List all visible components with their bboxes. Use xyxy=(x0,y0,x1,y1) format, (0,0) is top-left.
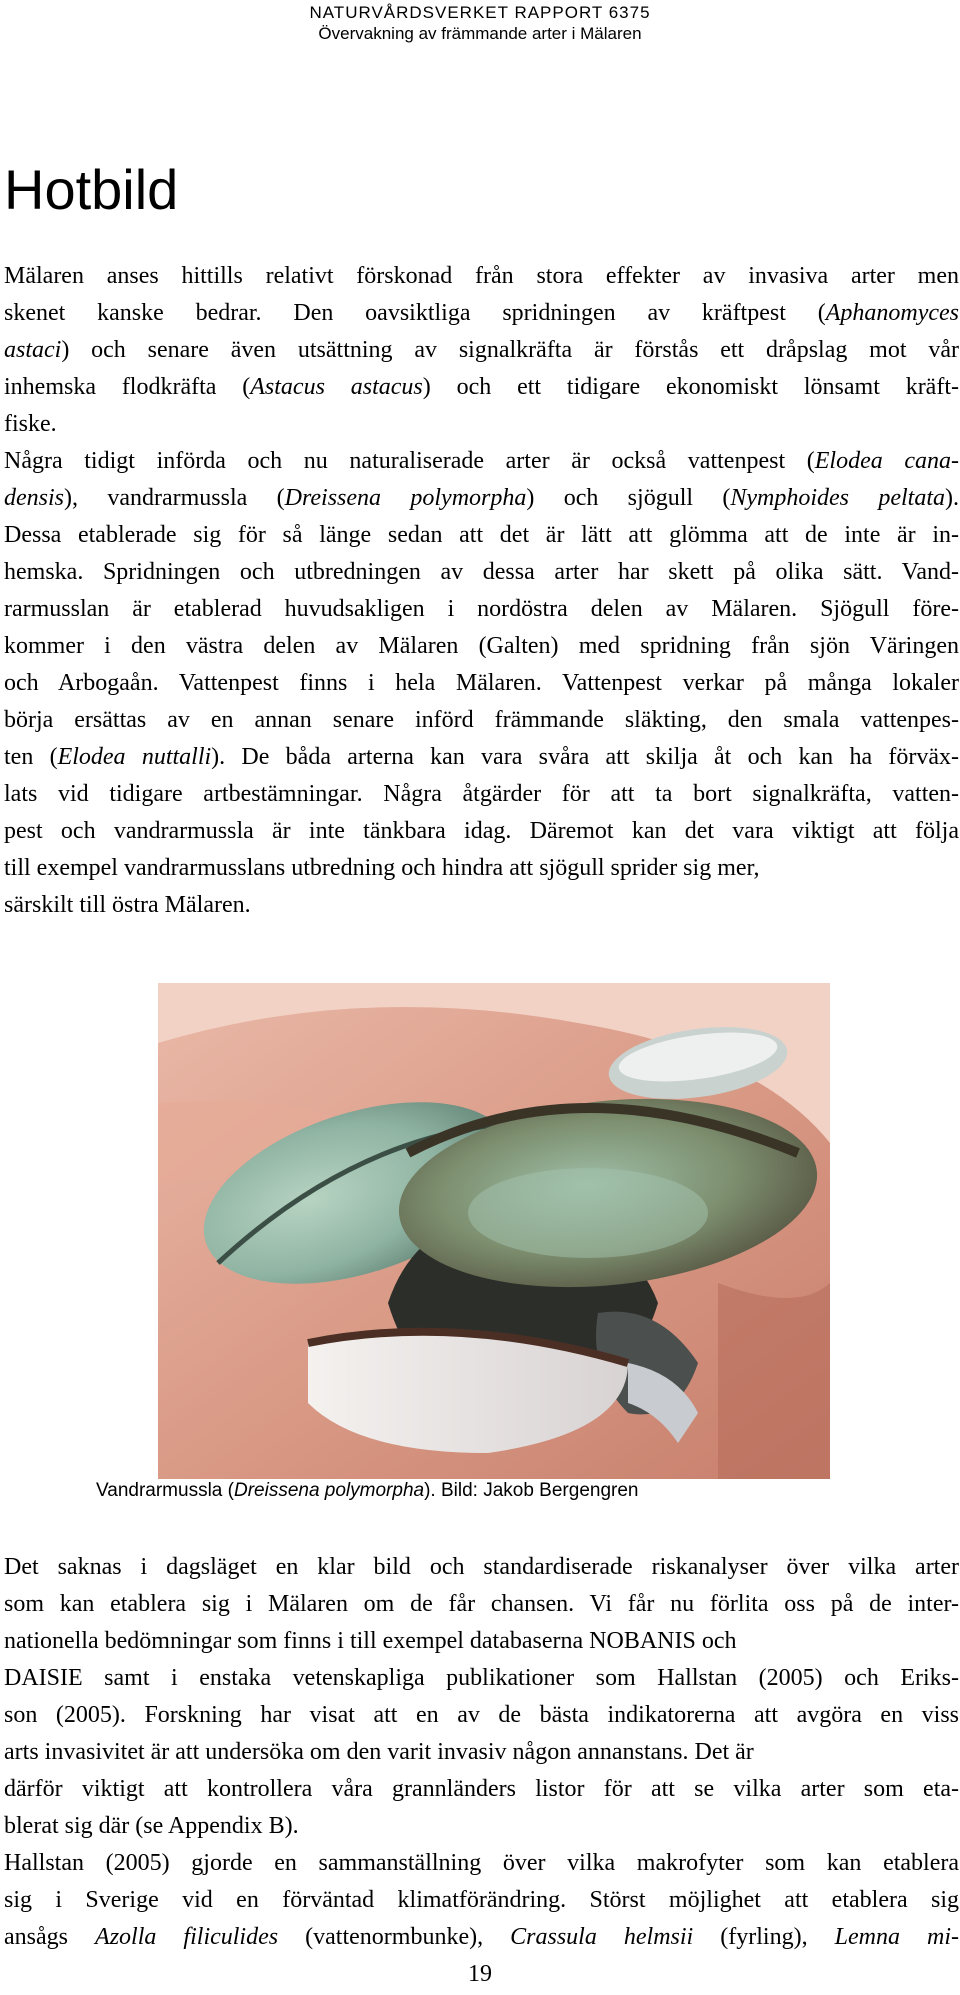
text-line: ten (Elodea nuttalli). De båda arterna kan vara svåra att skilja åt och kan ha förväx- xyxy=(4,744,959,770)
text-line: som kan etablera sig i Mälaren om de får chansen. Vi får nu förlita oss på de inter- xyxy=(4,1591,959,1617)
text-line: ansågs Azolla filiculides (vattenormbunke), Crassula helmsii (fyrling), Lemna mi- xyxy=(4,1924,959,1950)
text-line: särskilt till östra Mälaren. xyxy=(4,892,251,918)
page-header xyxy=(0,2,960,44)
mussel-photo xyxy=(158,983,830,1479)
body-text-block-2 xyxy=(4,1549,959,1956)
text-line: och Arbogaån. Vattenpest finns i hela Mälaren. Vattenpest verkar på många lokaler xyxy=(4,670,959,696)
text-line: Hallstan (2005) gjorde en sammanställning över vilka makrofyter som kan etablera xyxy=(4,1850,959,1876)
text-line: nationella bedömningar som finns i till exempel databaserna NOBANIS och xyxy=(4,1628,737,1654)
text-line: börja ersättas av en annan senare införd främmande släkting, den smala vattenpes- xyxy=(4,707,959,733)
text-line: till exempel vandrarmusslans utbredning och hindra att sjögull sprider sig mer, xyxy=(4,855,760,881)
text-line: skenet kanske bedrar. Den oavsiktliga spridningen av kräftpest (Aphanomyces xyxy=(4,300,959,326)
text-line: Mälaren anses hittills relativt förskonad från stora effekter av invasiva arter men xyxy=(4,263,959,289)
text-line: astaci) och senare även utsättning av signalkräfta är förstås ett dråpslag mot vår xyxy=(4,337,959,363)
report-label: NATURVÅRDSVERKET RAPPORT 6375 xyxy=(309,3,651,22)
text-line: fiske. xyxy=(4,411,57,437)
text-line: densis), vandrarmussla (Dreissena polymorpha) och sjögull (Nymphoides peltata). xyxy=(4,485,959,511)
text-line: därför viktigt att kontrollera våra grannländers listor för att se vilka arter som eta- xyxy=(4,1776,959,1802)
body-text-block-1 xyxy=(4,258,959,924)
section-title: Hotbild xyxy=(4,158,179,221)
text-line: son (2005). Forskning har visat att en av de bästa indikatorerna att avgöra en viss xyxy=(4,1702,959,1728)
figure-caption: Vandrarmussla (Dreissena polymorpha). Bild: Jakob Bergengren xyxy=(96,1480,639,1501)
text-line: blerat sig där (se Appendix B). xyxy=(4,1813,299,1839)
text-line: Det saknas i dagsläget en klar bild och standardiserade riskanalyser över vilka arter xyxy=(4,1554,959,1580)
text-line: pest och vandrarmussla är inte tänkbara idag. Däremot kan det vara viktigt att följa xyxy=(4,818,959,844)
text-line: kommer i den västra delen av Mälaren (Galten) med spridning från sjön Väringen xyxy=(4,633,959,659)
report-subtitle: Övervakning av främmande arter i Mälaren xyxy=(318,24,642,43)
text-line: lats vid tidigare artbestämningar. Några åtgärder för att ta bort signalkräfta, vatten- xyxy=(4,781,959,807)
text-line: sig i Sverige vid en förväntad klimatförändring. Störst möjlighet att etablera sig xyxy=(4,1887,959,1913)
page-number: 19 xyxy=(468,1961,492,1987)
text-line: Dessa etablerade sig för så länge sedan att det är lätt att glömma att de inte är in- xyxy=(4,522,959,548)
text-line: rarmusslan är etablerad huvudsakligen i nordöstra delen av Mälaren. Sjögull före- xyxy=(4,596,959,622)
text-line: arts invasivitet är att undersöka om den varit invasiv någon annanstans. Det är xyxy=(4,1739,754,1765)
text-line: Några tidigt införda och nu naturaliserade arter är också vattenpest (Elodea cana- xyxy=(4,448,960,474)
text-line: hemska. Spridningen och utbredningen av dessa arter har skett på olika sätt. Vand- xyxy=(4,559,959,585)
text-line: inhemska flodkräfta (Astacus astacus) och ett tidigare ekonomiskt lönsamt kräft- xyxy=(4,374,959,400)
text-line: DAISIE samt i enstaka vetenskapliga publikationer som Hallstan (2005) och Eriks- xyxy=(4,1665,959,1691)
